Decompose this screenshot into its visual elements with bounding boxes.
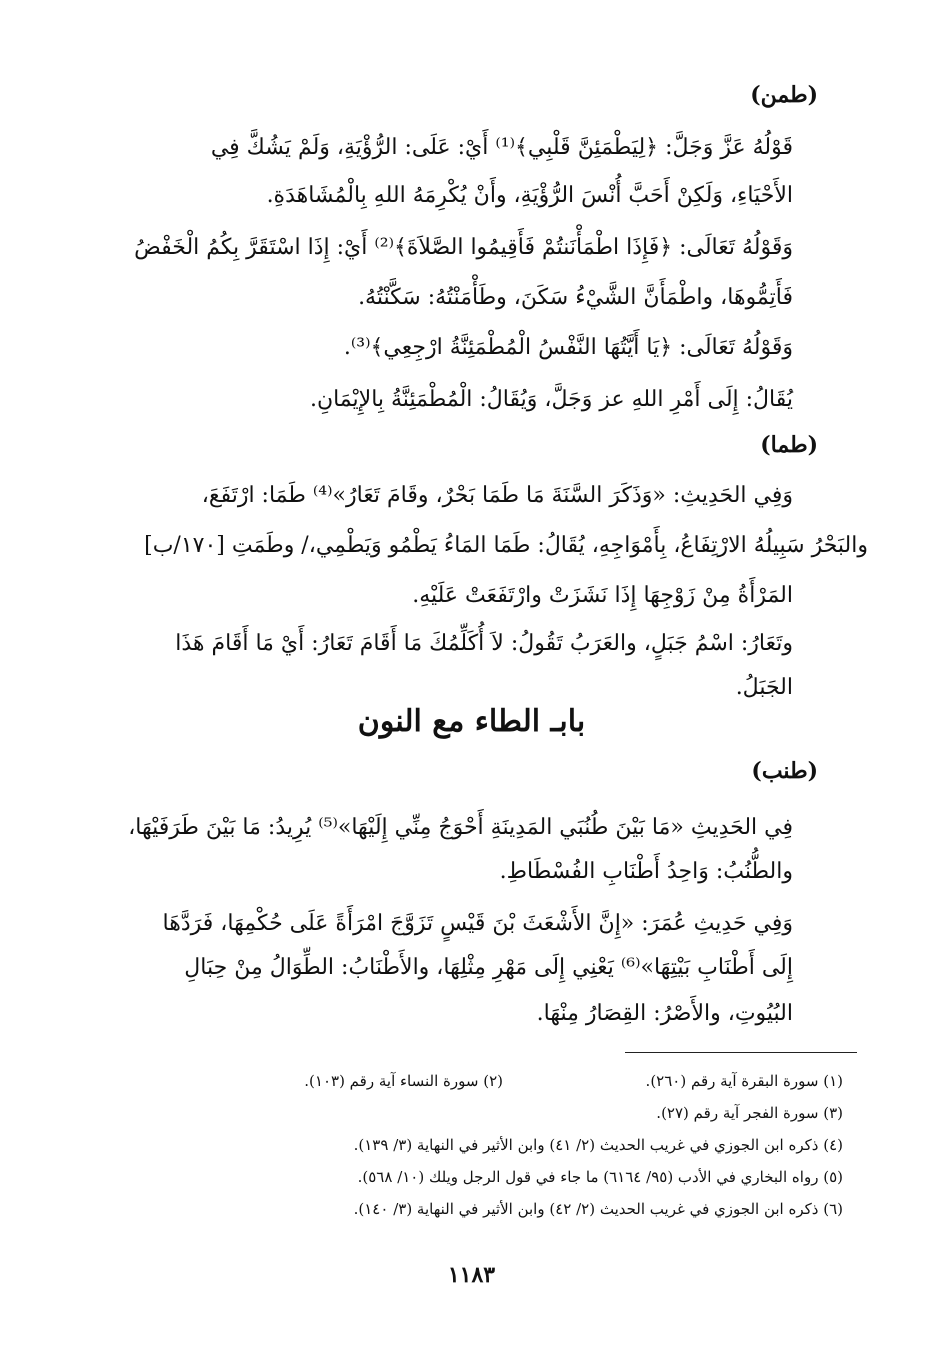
text-line: وَقَوْلُهُ تَعَالَى: ﴿فَإِذَا اطْمَأْنَنتُمْ فَأَقِيمُوا الصَّلاَةَ﴾⁽²⁾ أَيْ: إِذَا اسْتَقَرَّ بِكُمُ الْخَفْضُ xyxy=(134,235,793,260)
text-line: المَرْأَةُ مِنْ زَوْجِهَا إِذَا نَشَزَتْ وارْتَفَعَتْ عَلَيْهِ. xyxy=(412,583,793,608)
text-line: الأَحْيَاءِ، وَلَكِنْ أَحَبَّ أُنْسَ الرُّؤْيَةِ، وأَنْ يُكْرِمَهُ اللهِ بِالْمُشَاهَدَةِ. xyxy=(266,183,793,208)
text-line: إِلَى أَطْنَابِ بَيْتِهَا»⁽⁶⁾ يَعْنِي إِلَى مَهْرِ مِثْلِهَا، والأَطْنَابُ: الطِّوَالُ مِنْ حِبَالِ xyxy=(184,955,793,980)
footnote-6: (٦) ذكره ابن الجوزي في غريب الحديث (٢/ ٤٢) وابن الأثير في النهاية (٣/ ١٤٠). xyxy=(353,1200,843,1218)
chapter-title: بابـ الطاء مع النون xyxy=(357,704,586,739)
footnote-2: (٢) سورة النساء آية رقم (١٠٣). xyxy=(304,1072,503,1090)
text-line: فِي الحَدِيثِ «مَا بَيْنَ طُنُبَي المَدِينَةِ أَحْوَجُ مِنِّي إِلَيْهَا»⁽⁵⁾ يُرِيدُ: مَا بَيْنَ طَرَفَيْهَا، xyxy=(128,815,793,840)
entry-heading-taman: (طمن) xyxy=(750,82,818,108)
footnote-5: (٥) رواه البخاري في الأدب (٩٥/ ٦١٦٤) ما جاء في قول الرجل ويلك (١٠/ ٥٦٨). xyxy=(357,1168,843,1186)
footnote-3: (٣) سورة الفجر آية رقم (٢٧). xyxy=(656,1104,843,1122)
text-line: الجَبَلُ. xyxy=(735,675,793,700)
text-line: قَوْلُهُ عَزَّ وَجَلَّ: ﴿لِيَطْمَئِنَّ قَلْبِي﴾⁽¹⁾ أَيْ: عَلَى: الرُّؤْيَةِ، وَلَمْ يَشُكَّ فِي xyxy=(210,135,793,160)
text-line: والبَحْرُ سَبِيلُهُ الارْتِفَاعُ، بِأَمْوَاجِهِ، يُقَالُ: طَمَا المَاءُ يَطْمُو وَيَطْمِي،/ وطَمَتِ [١٧٠/ب] xyxy=(144,533,868,558)
text-line: البُيُوتِ، والأَصْرُ: القِصَارُ مِنْهَا. xyxy=(536,1001,793,1026)
entry-heading-tanab: (طنب) xyxy=(751,758,818,784)
text-line: وَقَوْلُهُ تَعَالَى: ﴿يَا أَيَّتُهَا النَّفْسُ الْمُطْمَئِنَّةُ ارْجِعِي﴾⁽³⁾. xyxy=(343,335,793,360)
footnote-4: (٤) ذكره ابن الجوزي في غريب الحديث (٢/ ٤١) وابن الأثير في النهاية (٣/ ١٣٩). xyxy=(353,1136,843,1154)
footnote-separator xyxy=(625,1052,857,1053)
text-line: فَأَتِمُّوهَا، واطْمَأَنَّ الشَّيْءُ سَكَنَ، وطَأْمَنْتُهُ: سَكَّنْتُهُ. xyxy=(358,285,793,310)
text-line: وَفِي الحَدِيثِ: «وَذَكَرَ السَّنَةَ مَا طَمَا بَحْرٌ، وقَامَ تَعَارُ»⁽⁴⁾ طَمَا: ارْتَفَعَ، xyxy=(201,483,793,508)
text-line: يُقَالُ: إِلَى أَمْرِ اللهِ عز وَجَلَّ، وَيُقَالُ: الْمُطْمَئِنَّةُ بِالإِيْمَانِ. xyxy=(309,387,793,412)
footnote-1: (١) سورة البقرة آية رقم (٢٦٠). xyxy=(645,1072,843,1090)
entry-heading-tama: (طما) xyxy=(760,432,818,458)
page-number: ١١٨٣ xyxy=(447,1262,496,1288)
text-line: وَفِي حَدِيثِ عُمَرَ: «إِنَّ الأَشْعَثَ بْنَ قَيْسٍ تَزَوَّجَ امْرَأَةً عَلَى حُكْمِهَا، فَرَدَّهَا xyxy=(162,911,793,936)
text-line: وتَعَارُ: اسْمُ جَبَلٍ، والعَرَبُ تَقُولُ: لاَ أُكَلِّمُكَ مَا أَقَامَ تَعَارُ: أَيْ مَا أَقَامَ هَذَا xyxy=(175,631,793,656)
text-line: والطُّنُبُ: وَاحِدُ أَطْنَابِ الفُسْطَاطِ. xyxy=(499,859,793,884)
